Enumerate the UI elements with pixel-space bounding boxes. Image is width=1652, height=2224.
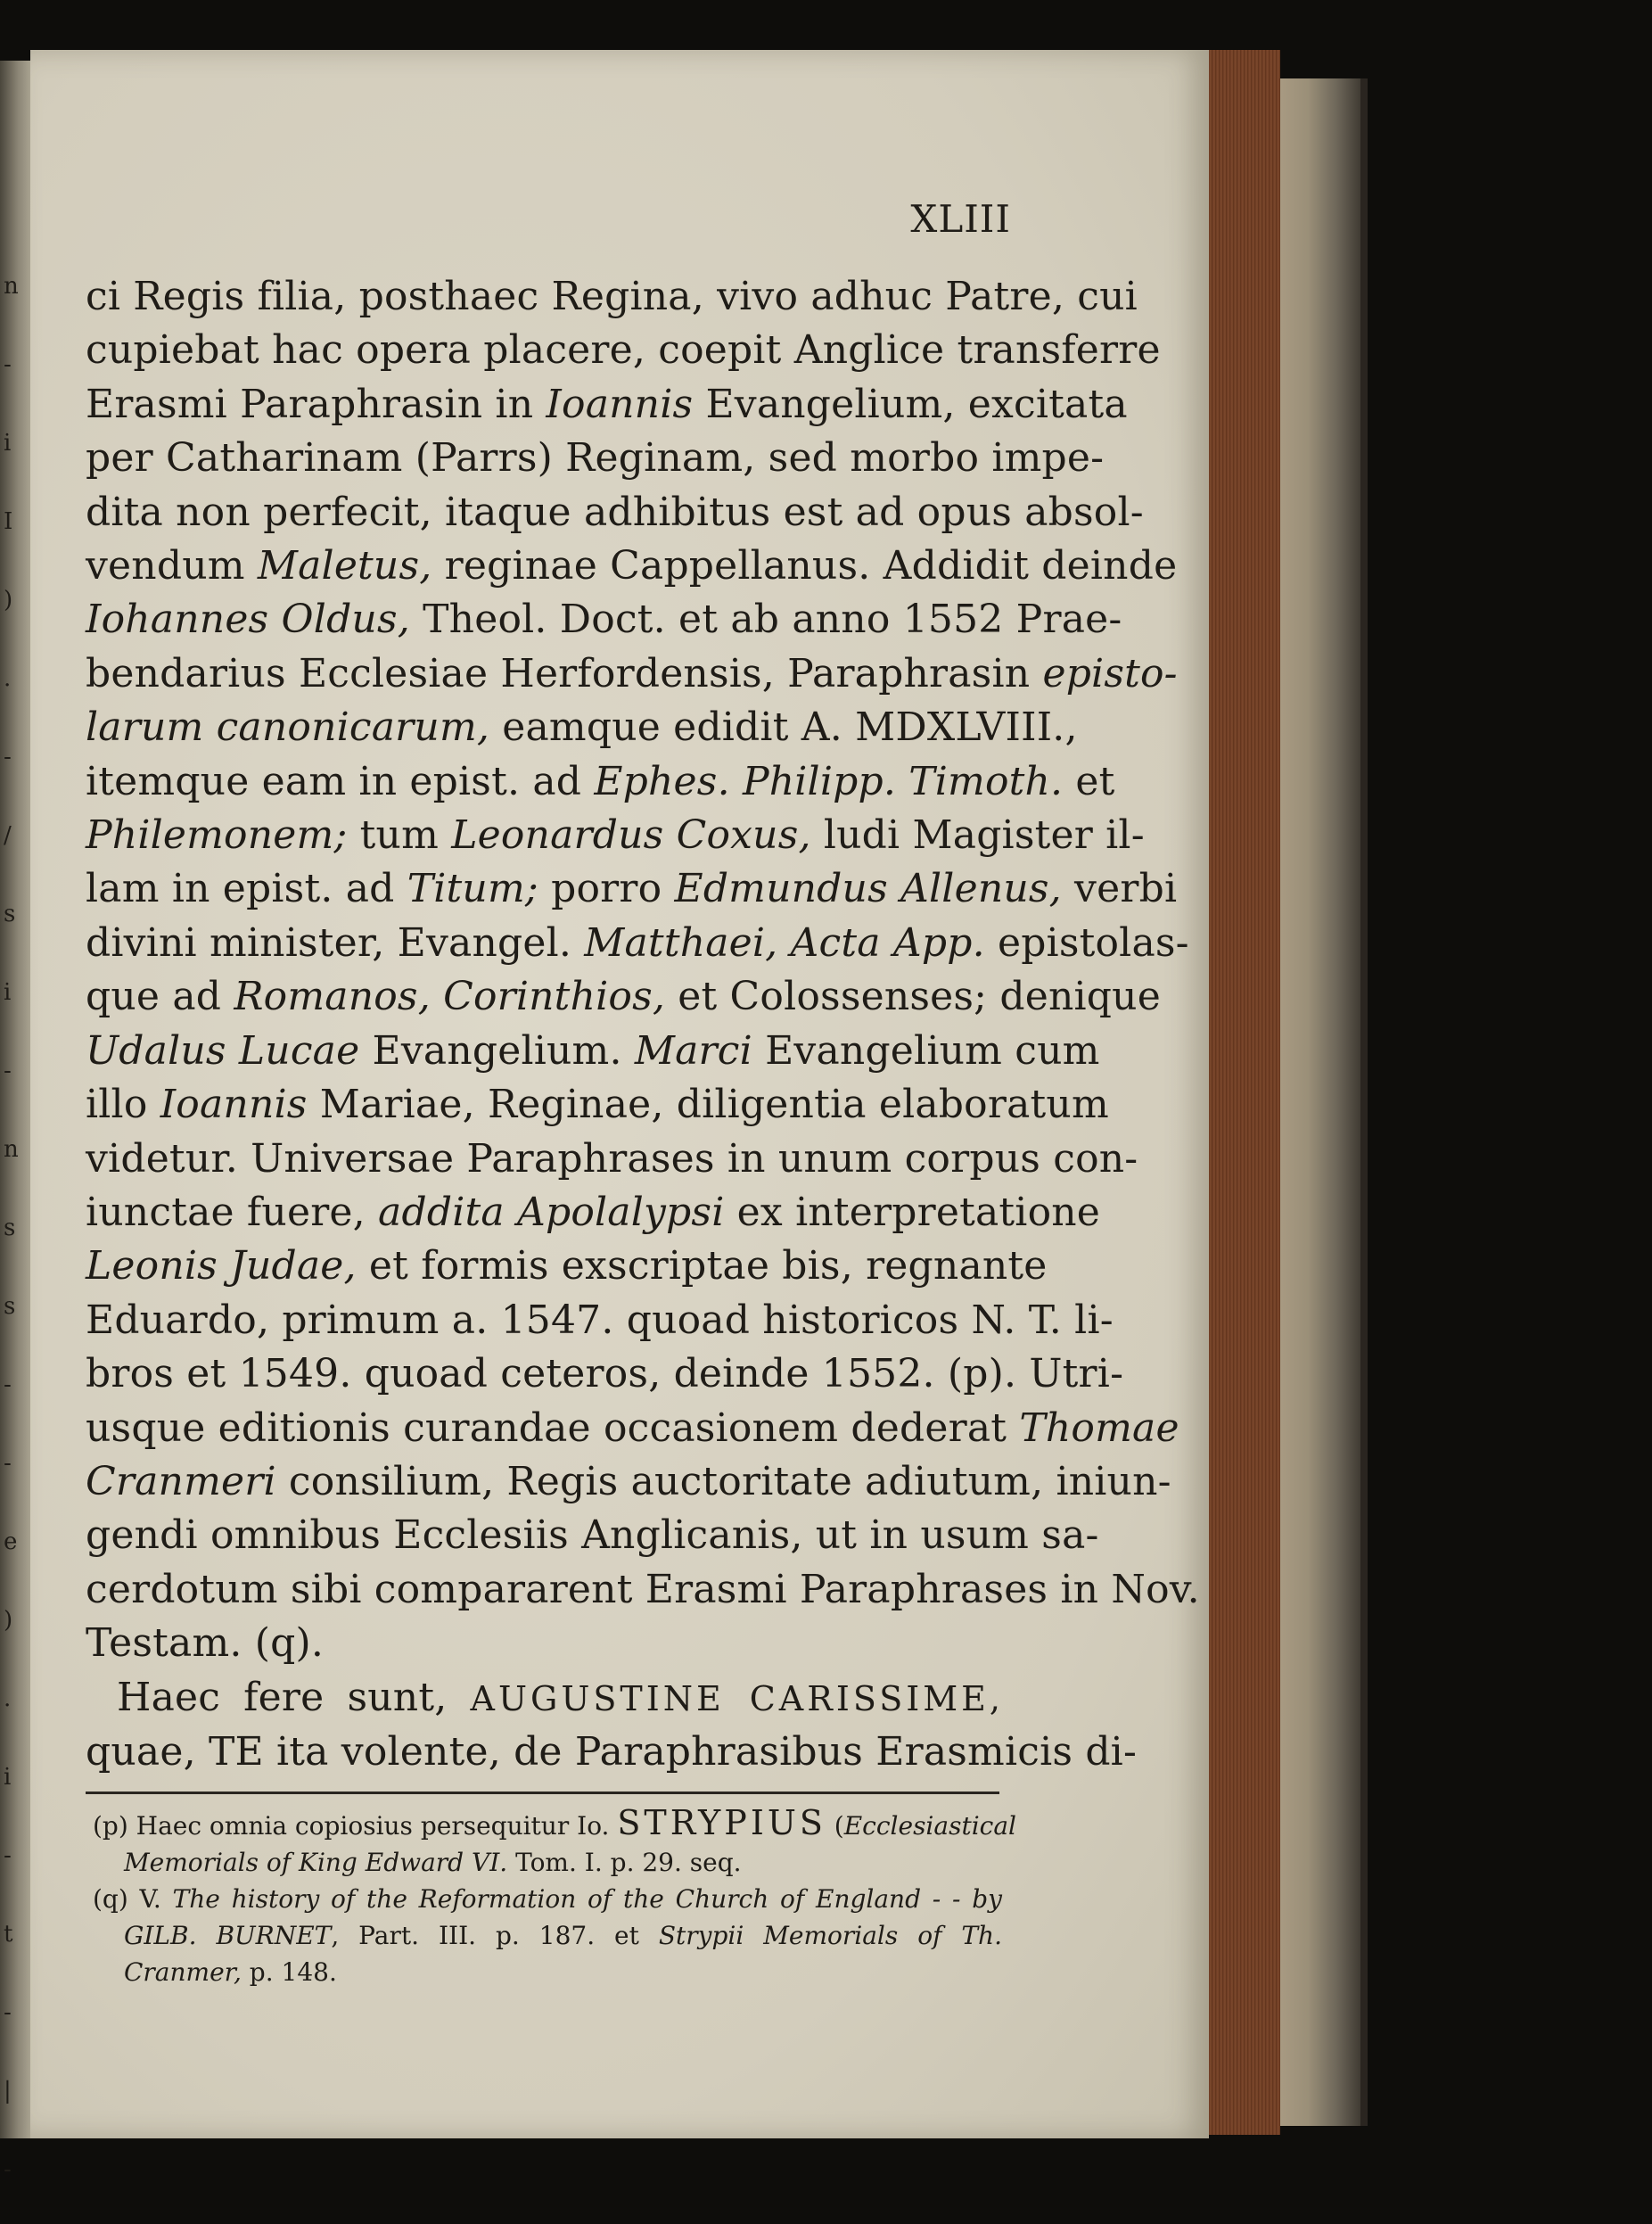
text-run: Theol. Doct. et ab anno 1552 Prae-	[409, 597, 1122, 643]
text-run: ci Regis filia, posthaec Regina, vivo adhuc Patre, cui	[86, 274, 1138, 319]
footnote-line	[93, 1917, 1002, 1954]
body-line	[86, 593, 1122, 647]
margin-fragment: -	[4, 1842, 12, 1869]
margin-fragment: -	[4, 1450, 12, 1477]
text-run: Romanos, Corinthios,	[234, 974, 666, 1020]
text-run: AUGUSTINE CARISSIME,	[470, 1678, 1004, 1718]
text-run: usque editionis curandae occasionem dederat	[86, 1404, 1020, 1451]
margin-fragment: .	[4, 665, 12, 692]
margin-fragment: t	[4, 1921, 13, 1948]
footnote-line	[93, 1881, 1002, 1917]
text-run: Leonis Judae,	[86, 1243, 357, 1289]
body-text	[86, 270, 1200, 1779]
text-run: Ioannis	[546, 381, 694, 427]
margin-fragment: i	[4, 430, 12, 457]
body-line	[86, 647, 1178, 701]
margin-fragment: s	[4, 1293, 16, 1320]
text-run: porro	[538, 866, 675, 912]
body-line	[86, 1509, 1099, 1562]
text-run: itemque eam in epist. ad	[86, 758, 595, 804]
margin-fragment: e	[4, 1528, 18, 1555]
margin-fragment: i	[4, 1764, 12, 1791]
margin-fragment: .	[4, 1685, 12, 1712]
margin-fragment: n	[4, 273, 19, 300]
body-line	[86, 1078, 1109, 1132]
text-run: epistolas-	[984, 919, 1189, 966]
text-run: Ecclesiastical	[843, 1811, 1016, 1841]
text-run: episto-	[1042, 650, 1178, 696]
book-fore-edge	[1209, 50, 1280, 2135]
text-run: Erasmi Paraphrasin in	[86, 381, 547, 427]
margin-fragment: n	[4, 1136, 19, 1163]
margin-fragment: -	[4, 351, 12, 378]
book-cover-edge	[1280, 78, 1368, 2126]
book-page	[30, 50, 1209, 2138]
text-run: larum canonicarum,	[86, 704, 490, 751]
body-line	[86, 701, 1078, 754]
text-run: Philemonem;	[86, 812, 348, 859]
margin-fragment: |	[4, 2078, 12, 2105]
text-run: ex interpretatione	[724, 1189, 1101, 1235]
text-run: STRYPIUS	[617, 1803, 826, 1842]
text-run: eamque edidit A. MDXLVIII.,	[489, 704, 1078, 751]
body-line	[86, 486, 1144, 540]
text-run: per Catharinam (Parrs) Reginam, sed morbo impe-	[86, 435, 1105, 482]
text-run: bros et 1549. quoad ceteros, deinde 1552. (p). Utri-	[86, 1351, 1124, 1397]
text-run: Strypii Memorials of Th.	[658, 1921, 1002, 1950]
text-run: dita non perfecit, itaque adhibitus est ad opus absol-	[86, 489, 1144, 535]
text-run: (q) V.	[93, 1884, 173, 1914]
body-line	[86, 324, 1161, 377]
footnote-line	[93, 1954, 1002, 1990]
text-run: addita Apolalypsi	[378, 1189, 725, 1235]
text-run: (	[826, 1811, 844, 1841]
body-line	[86, 1347, 1124, 1401]
text-run: cupiebat hac opera placere, coepit Anglice transferre	[86, 327, 1161, 374]
text-run: Mariae, Reginae, diligentia elaboratum	[307, 1082, 1109, 1128]
margin-fragment: i	[4, 979, 12, 1006]
text-run: cerdotum sibi compararent Erasmi Paraphrases in Nov.	[86, 1566, 1200, 1612]
text-run: Memorials of King Edward VI.	[124, 1848, 508, 1877]
footnote-line	[93, 1803, 1016, 1844]
body-line	[86, 862, 1178, 916]
footnotes	[93, 1803, 1016, 1990]
text-run: Ioannis	[160, 1082, 308, 1128]
text-run: quae, TE ita volente, de Paraphrasibus Erasmicis di-	[86, 1728, 1138, 1775]
text-run: Maletus,	[257, 543, 432, 589]
text-run: Marci	[634, 1027, 752, 1074]
text-run: iunctae fuere,	[86, 1189, 379, 1235]
text-run: Edmundus Allenus,	[674, 866, 1062, 912]
body-line	[86, 917, 1189, 970]
footnote	[93, 1881, 1002, 1990]
text-run: gendi omnibus Ecclesiis Anglicanis, ut in usum sa-	[86, 1512, 1099, 1559]
body-line	[86, 378, 1128, 432]
body-line	[86, 1671, 1004, 1726]
text-run: Iohannes Oldus,	[86, 597, 410, 643]
body-line	[86, 1133, 1138, 1186]
body-line	[86, 540, 1178, 593]
text-run: Thomae	[1019, 1404, 1179, 1451]
text-run: et	[1063, 758, 1115, 804]
margin-fragment: -	[4, 1371, 12, 1398]
body-line	[86, 1455, 1171, 1509]
text-run: bendarius Ecclesiae Herfordensis, Paraphrasin	[86, 650, 1043, 696]
text-run: Udalus Lucae	[86, 1027, 360, 1074]
text-run: Eduardo, primum a. 1547. quoad historicos N. T. li-	[86, 1297, 1114, 1343]
margin-fragment: -	[4, 1058, 12, 1084]
body-line	[86, 432, 1105, 485]
text-run: p. 148.	[241, 1957, 337, 1987]
text-run: Leonardus Coxus,	[451, 812, 811, 859]
margin-fragment: -	[4, 744, 12, 770]
footnote	[93, 1803, 1016, 1881]
text-run: Tom. I. p. 29. seq.	[507, 1848, 742, 1877]
text-run: videtur. Universae Paraphrases in unum corpus con-	[86, 1135, 1138, 1182]
body-line	[86, 270, 1138, 324]
text-run: vendum	[86, 543, 258, 589]
text-run: illo	[86, 1082, 160, 1128]
body-line	[86, 755, 1115, 809]
text-run: Haec fere sunt,	[117, 1674, 471, 1720]
text-run: Ephes. Philipp. Timoth.	[594, 758, 1064, 804]
text-run: Cranmer,	[124, 1957, 242, 1987]
adjacent-page-edge	[0, 61, 30, 2183]
text-run: Testam. (q).	[86, 1620, 325, 1667]
body-line	[86, 1025, 1100, 1078]
footnote-rule	[86, 1792, 999, 1794]
body-line	[86, 1240, 1048, 1293]
text-run: Evangelium.	[359, 1027, 635, 1074]
footnote-line	[93, 1844, 1002, 1881]
text-run: Evangelium, excitata	[693, 381, 1128, 427]
text-run: et Colossenses; denique	[665, 974, 1161, 1020]
margin-fragment: /	[4, 822, 12, 849]
text-run: lam in epist. ad	[86, 866, 407, 912]
margin-fragment: s	[4, 1215, 16, 1241]
text-run: consilium, Regis auctoritate adiutum, iniun-	[275, 1458, 1171, 1504]
body-line	[86, 809, 1145, 862]
margin-fragment: )	[4, 1607, 13, 1634]
text-run: Matthaei, Acta App.	[584, 919, 985, 966]
text-run: (p) Haec omnia copiosius persequitur Io.	[93, 1811, 618, 1841]
body-line	[86, 1294, 1114, 1347]
text-run: divini minister, Evangel.	[86, 919, 585, 966]
page-number: XLIII	[910, 197, 1011, 241]
margin-fragment: I	[4, 508, 13, 535]
body-line	[86, 1186, 1101, 1240]
body-line	[86, 970, 1161, 1024]
text-run: ludi Magister il-	[810, 812, 1145, 859]
text-run: que ad	[86, 974, 234, 1020]
text-run: tum	[347, 812, 452, 859]
text-run: verbi	[1061, 866, 1178, 912]
body-line	[86, 1617, 1004, 1670]
margin-fragment: -	[4, 1999, 12, 2026]
body-line	[86, 1563, 1200, 1617]
text-run: Titum;	[407, 866, 538, 912]
margin-fragment: )	[4, 587, 13, 614]
text-run: The history of the Reformation of the Church of England - - by	[172, 1884, 1002, 1914]
text-run: , Part. III. p. 187. et	[331, 1921, 659, 1950]
body-line	[86, 1402, 1179, 1455]
text-run: Evangelium cum	[752, 1027, 1100, 1074]
text-run: reginae Cappellanus. Addidit deinde	[431, 543, 1178, 589]
body-line	[86, 1726, 1138, 1779]
text-run: Cranmeri	[86, 1458, 276, 1504]
text-run: GILB. BURNET	[124, 1921, 332, 1950]
text-run: et formis exscriptae bis, regnante	[356, 1243, 1048, 1289]
margin-fragment: -	[4, 2156, 12, 2183]
margin-fragment: s	[4, 901, 16, 927]
